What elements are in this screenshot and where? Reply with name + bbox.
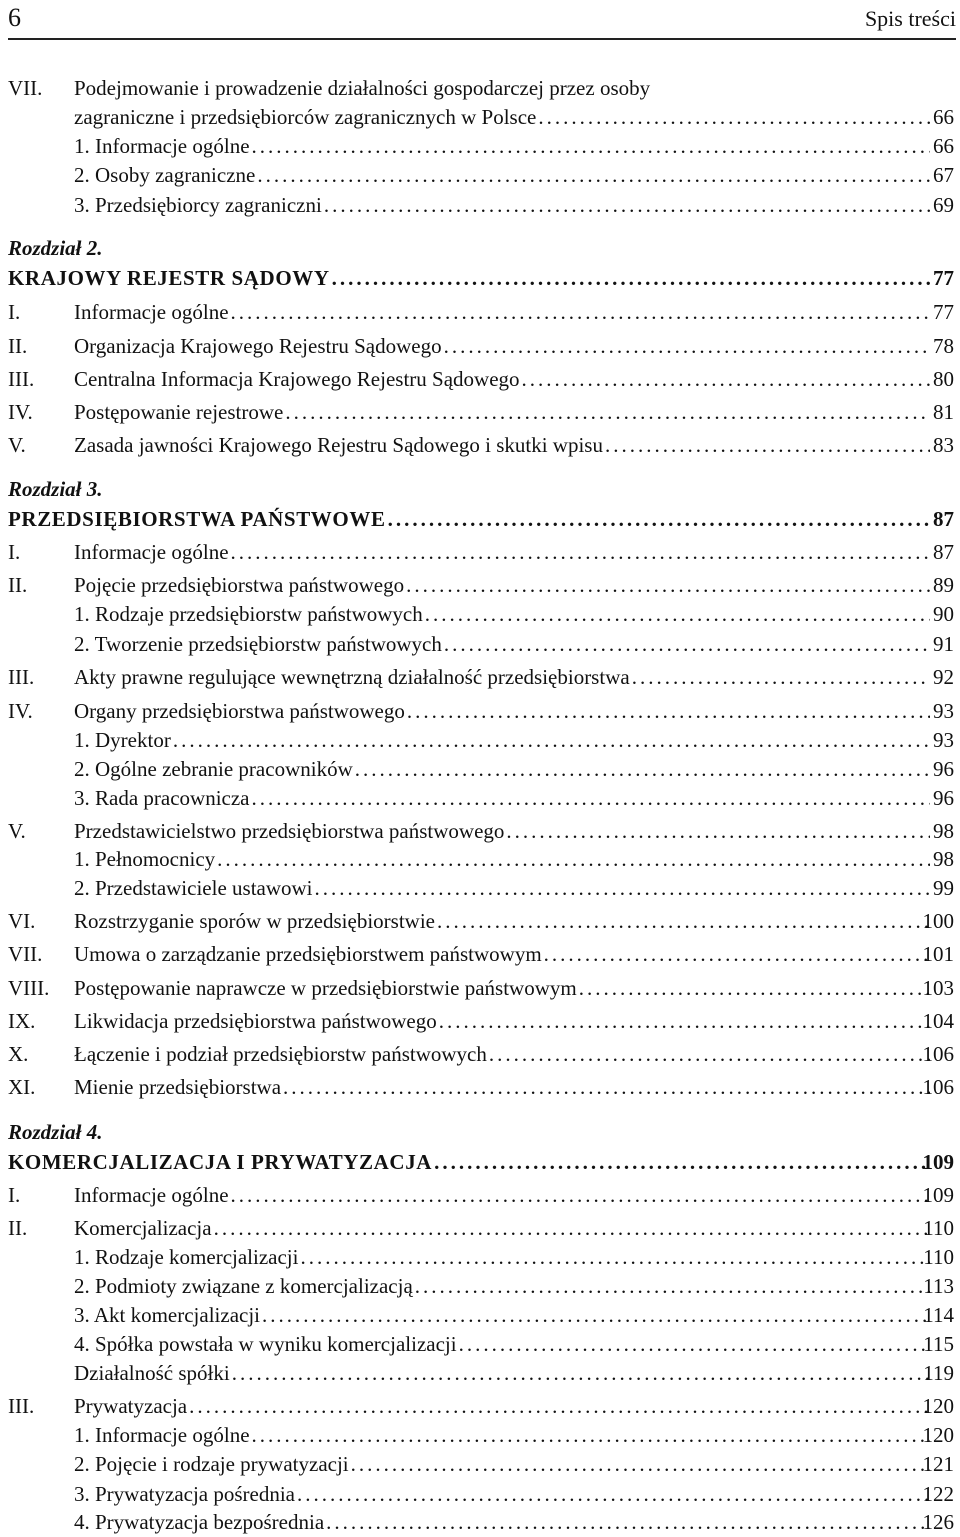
toc-entry[interactable] — [0, 1072, 960, 1102]
page-header — [8, 0, 956, 40]
entry-number: V. — [8, 433, 26, 457]
dot-leader — [355, 754, 930, 784]
entry-page: 77 — [933, 300, 954, 324]
entry-title: Informacje ogólne — [74, 1183, 229, 1207]
chapter-page: 77 — [933, 266, 954, 290]
entry-page: 98 — [933, 847, 954, 871]
entry-title: Zasada jawności Krajowego Rejestru Sądowego i skutki wpisu — [74, 433, 603, 457]
entry-number: III. — [8, 367, 35, 391]
entry-page: 115 — [923, 1332, 954, 1356]
dot-leader — [173, 725, 930, 755]
dot-leader — [351, 1449, 930, 1479]
entry-page: 106 — [922, 1042, 954, 1066]
toc-entry[interactable] — [0, 939, 960, 969]
dot-leader — [538, 102, 930, 132]
entry-title: 1. Informacje ogólne — [74, 1423, 250, 1447]
entry-page: 110 — [923, 1216, 954, 1240]
entry-title: Komercjalizacja — [74, 1216, 212, 1240]
dot-leader — [189, 1391, 930, 1421]
dot-leader — [459, 1329, 930, 1359]
entry-title: Akty prawne regulujące wewnętrzną działalność przedsiębiorstwa — [74, 665, 630, 689]
entry-page: 66 — [933, 134, 954, 158]
entry-number: I. — [8, 1183, 21, 1207]
entry-page: 78 — [933, 334, 954, 358]
dot-leader — [252, 783, 931, 813]
dot-leader — [252, 131, 930, 161]
dot-leader — [326, 1507, 930, 1537]
chapter-page: 109 — [922, 1150, 954, 1174]
dot-leader — [231, 297, 930, 327]
entry-title: Organizacja Krajowego Rejestru Sądowego — [74, 334, 442, 358]
toc-entry[interactable] — [0, 599, 960, 629]
entry-title: 2. Podmioty związane z komercjalizacją — [74, 1274, 413, 1298]
dot-leader — [300, 1242, 930, 1272]
toc-entry[interactable] — [0, 906, 960, 936]
dot-leader — [437, 906, 930, 936]
entry-number: VII. — [8, 76, 43, 100]
entry-page: 67 — [933, 163, 954, 187]
entry-page: 69 — [933, 193, 954, 217]
entry-number: VII. — [8, 942, 43, 966]
toc-entry[interactable] — [0, 629, 960, 659]
toc-entry[interactable] — [0, 1039, 960, 1069]
entry-page: 113 — [923, 1274, 954, 1298]
dot-leader — [425, 599, 930, 629]
dot-leader — [439, 1006, 930, 1036]
toc-entry[interactable] — [0, 1391, 960, 1421]
chapter-title: KRAJOWY REJESTR SĄDOWY — [8, 266, 330, 290]
entry-number: IV. — [8, 400, 33, 424]
entry-title: 2. Pojęcie i rodzaje prywatyzacji — [74, 1452, 349, 1476]
running-title: Spis treści — [864, 6, 956, 31]
toc-entry[interactable] — [0, 331, 960, 361]
dot-leader — [444, 331, 930, 361]
entry-title: 1. Informacje ogólne — [74, 134, 250, 158]
entry-title: Podejmowanie i prowadzenie działalności gospodarczej przez osoby — [74, 76, 651, 100]
toc-entry[interactable] — [0, 1358, 960, 1388]
toc-entry[interactable] — [0, 696, 960, 726]
entry-title: Likwidacja przedsiębiorstwa państwowego — [74, 1009, 437, 1033]
entry-page: 101 — [922, 942, 954, 966]
entry-page: 100 — [922, 909, 954, 933]
dot-leader — [285, 397, 930, 427]
toc-entry[interactable] — [0, 297, 960, 327]
dot-leader — [257, 160, 930, 190]
entry-title: Centralna Informacja Krajowego Rejestru Sądowego — [74, 367, 520, 391]
entry-page: 120 — [922, 1423, 954, 1447]
toc-entry-vii-continued[interactable] — [0, 102, 960, 132]
entry-title: 1. Pełnomocnicy — [74, 847, 216, 871]
entry-page: 99 — [933, 876, 954, 900]
toc-entry[interactable] — [0, 1479, 960, 1509]
entry-page: 104 — [922, 1009, 954, 1033]
dot-leader — [324, 190, 930, 220]
entry-title: Działalność spółki — [74, 1361, 230, 1385]
toc-entry[interactable] — [0, 662, 960, 692]
entry-number: III. — [8, 1394, 35, 1418]
entry-page: 83 — [933, 433, 954, 457]
entry-number: III. — [8, 665, 35, 689]
entry-title: Postępowanie naprawcze w przedsiębiorstwie państwowym — [74, 976, 577, 1000]
toc-entry[interactable] — [0, 537, 960, 567]
toc-entry[interactable] — [0, 570, 960, 600]
toc-entry[interactable] — [0, 1242, 960, 1272]
dot-leader — [231, 1180, 930, 1210]
toc-entry[interactable] — [0, 973, 960, 1003]
toc-entry[interactable] — [0, 131, 960, 161]
page-number: 6 — [8, 3, 21, 32]
toc-entry[interactable] — [0, 364, 960, 394]
dot-leader — [232, 1358, 930, 1388]
entry-title: 1. Rodzaje przedsiębiorstw państwowych — [74, 602, 423, 626]
dot-leader — [214, 1213, 930, 1243]
entry-page: 98 — [933, 819, 954, 843]
dot-leader — [522, 364, 930, 394]
toc-entry[interactable] — [0, 397, 960, 427]
entry-title: 2. Tworzenie przedsiębiorstw państwowych — [74, 632, 442, 656]
toc-chapter[interactable] — [0, 263, 960, 293]
entry-title: Informacje ogólne — [74, 540, 229, 564]
dot-leader — [605, 430, 930, 460]
entry-title: Przedstawicielstwo przedsiębiorstwa państwowego — [74, 819, 505, 843]
dot-leader — [444, 629, 930, 659]
entry-page: 93 — [933, 699, 954, 723]
toc-chapter[interactable] — [0, 504, 960, 534]
toc-entry-vii[interactable] — [0, 73, 960, 103]
chapter-label: Rozdział 4. — [8, 1120, 103, 1144]
dot-leader — [283, 1072, 930, 1102]
entry-page: 110 — [923, 1245, 954, 1269]
entry-title: 1. Rodzaje komercjalizacji — [74, 1245, 299, 1269]
entry-page: 87 — [933, 540, 954, 564]
entry-title: 3. Rada pracownicza — [74, 786, 250, 810]
entry-page: 66 — [933, 105, 954, 129]
toc-entry[interactable] — [0, 783, 960, 813]
dot-leader — [217, 844, 930, 874]
chapter-label: Rozdział 2. — [8, 236, 103, 260]
dot-leader — [434, 1147, 930, 1177]
dot-leader — [231, 537, 930, 567]
dot-leader — [406, 570, 930, 600]
entry-title: Pojęcie przedsiębiorstwa państwowego — [74, 573, 405, 597]
entry-page: 109 — [922, 1183, 954, 1207]
entry-number: XI. — [8, 1075, 36, 1099]
dot-leader — [632, 662, 930, 692]
entry-page: 114 — [923, 1303, 954, 1327]
entry-number: II. — [8, 334, 28, 358]
dot-leader — [297, 1479, 930, 1509]
entry-title: 4. Prywatyzacja bezpośrednia — [74, 1510, 325, 1534]
entry-title: 3. Prywatyzacja pośrednia — [74, 1482, 296, 1506]
toc-entry[interactable] — [0, 1329, 960, 1359]
entry-page: 120 — [922, 1394, 954, 1418]
chapter-page: 87 — [933, 507, 954, 531]
dot-leader — [262, 1300, 930, 1330]
toc-entry[interactable] — [0, 1006, 960, 1036]
toc-entry[interactable] — [0, 1271, 960, 1301]
entry-title: Informacje ogólne — [74, 300, 229, 324]
chapter-title: PRZEDSIĘBIORSTWA PAŃSTWOWE — [8, 507, 386, 531]
dot-leader — [489, 1039, 930, 1069]
entry-page: 96 — [933, 757, 954, 781]
entry-title: zagraniczne i przedsiębiorców zagranicznych w Polsce — [74, 105, 537, 129]
chapter-title: KOMERCJALIZACJA I PRYWATYZACJA — [8, 1150, 433, 1174]
entry-number: II. — [8, 573, 28, 597]
entry-number: IX. — [8, 1009, 36, 1033]
entry-number: X. — [8, 1042, 29, 1066]
toc-entry[interactable] — [0, 844, 960, 874]
toc-entry[interactable] — [0, 1300, 960, 1330]
entry-page: 96 — [933, 786, 954, 810]
dot-leader — [544, 939, 930, 969]
dot-leader — [506, 816, 930, 846]
entry-number: VIII. — [8, 976, 50, 1000]
entry-page: 121 — [922, 1452, 954, 1476]
toc-entry[interactable] — [0, 725, 960, 755]
dot-leader — [415, 1271, 930, 1301]
toc-entry[interactable] — [0, 1449, 960, 1479]
entry-page: 103 — [922, 976, 954, 1000]
entry-title: 2. Przedstawiciele ustawowi — [74, 876, 313, 900]
entry-title: Organy przedsiębiorstwa państwowego — [74, 699, 405, 723]
entry-number: II. — [8, 1216, 28, 1240]
entry-page: 90 — [933, 602, 954, 626]
entry-title: Postępowanie rejestrowe — [74, 400, 284, 424]
toc-entry[interactable] — [0, 160, 960, 190]
toc-entry[interactable] — [0, 1180, 960, 1210]
entry-number: I. — [8, 300, 21, 324]
dot-leader — [332, 263, 930, 293]
entry-page: 91 — [933, 632, 954, 656]
toc-entry[interactable] — [0, 1507, 960, 1537]
entry-title: 3. Akt komercjalizacji — [74, 1303, 261, 1327]
dot-leader — [252, 1420, 930, 1450]
entry-page: 119 — [923, 1361, 954, 1385]
entry-title: 4. Spółka powstała w wyniku komercjalizacji — [74, 1332, 457, 1356]
toc-entry[interactable] — [0, 816, 960, 846]
toc-chapter[interactable] — [0, 1147, 960, 1177]
toc-entry[interactable] — [0, 754, 960, 784]
entry-page: 89 — [933, 573, 954, 597]
entry-page: 93 — [933, 728, 954, 752]
toc-entry[interactable] — [0, 873, 960, 903]
chapter-label: Rozdział 3. — [8, 477, 103, 501]
entry-page: 126 — [922, 1510, 954, 1534]
entry-title: Prywatyzacja — [74, 1394, 188, 1418]
toc-entry[interactable] — [0, 430, 960, 460]
entry-title: 2. Ogólne zebranie pracowników — [74, 757, 353, 781]
dot-leader — [315, 873, 930, 903]
dot-leader — [579, 973, 930, 1003]
entry-page: 80 — [933, 367, 954, 391]
dot-leader — [388, 504, 930, 534]
entry-number: I. — [8, 540, 21, 564]
entry-number: IV. — [8, 699, 33, 723]
entry-title: Rozstrzyganie sporów w przedsiębiorstwie — [74, 909, 435, 933]
entry-title: Łączenie i podział przedsiębiorstw państwowych — [74, 1042, 487, 1066]
entry-page: 122 — [922, 1482, 954, 1506]
entry-title: 3. Przedsiębiorcy zagraniczni — [74, 193, 322, 217]
entry-page: 81 — [933, 400, 954, 424]
toc-entry[interactable] — [0, 1420, 960, 1450]
entry-page: 92 — [933, 665, 954, 689]
dot-leader — [407, 696, 930, 726]
entry-page: 106 — [922, 1075, 954, 1099]
entry-number: VI. — [8, 909, 36, 933]
entry-title: Mienie przedsiębiorstwa — [74, 1075, 282, 1099]
entry-title: 2. Osoby zagraniczne — [74, 163, 256, 187]
entry-title: Umowa o zarządzanie przedsiębiorstwem państwowym — [74, 942, 542, 966]
toc-entry[interactable] — [0, 1213, 960, 1243]
toc-entry[interactable] — [0, 190, 960, 220]
entry-number: V. — [8, 819, 26, 843]
entry-title: 1. Dyrektor — [74, 728, 171, 752]
